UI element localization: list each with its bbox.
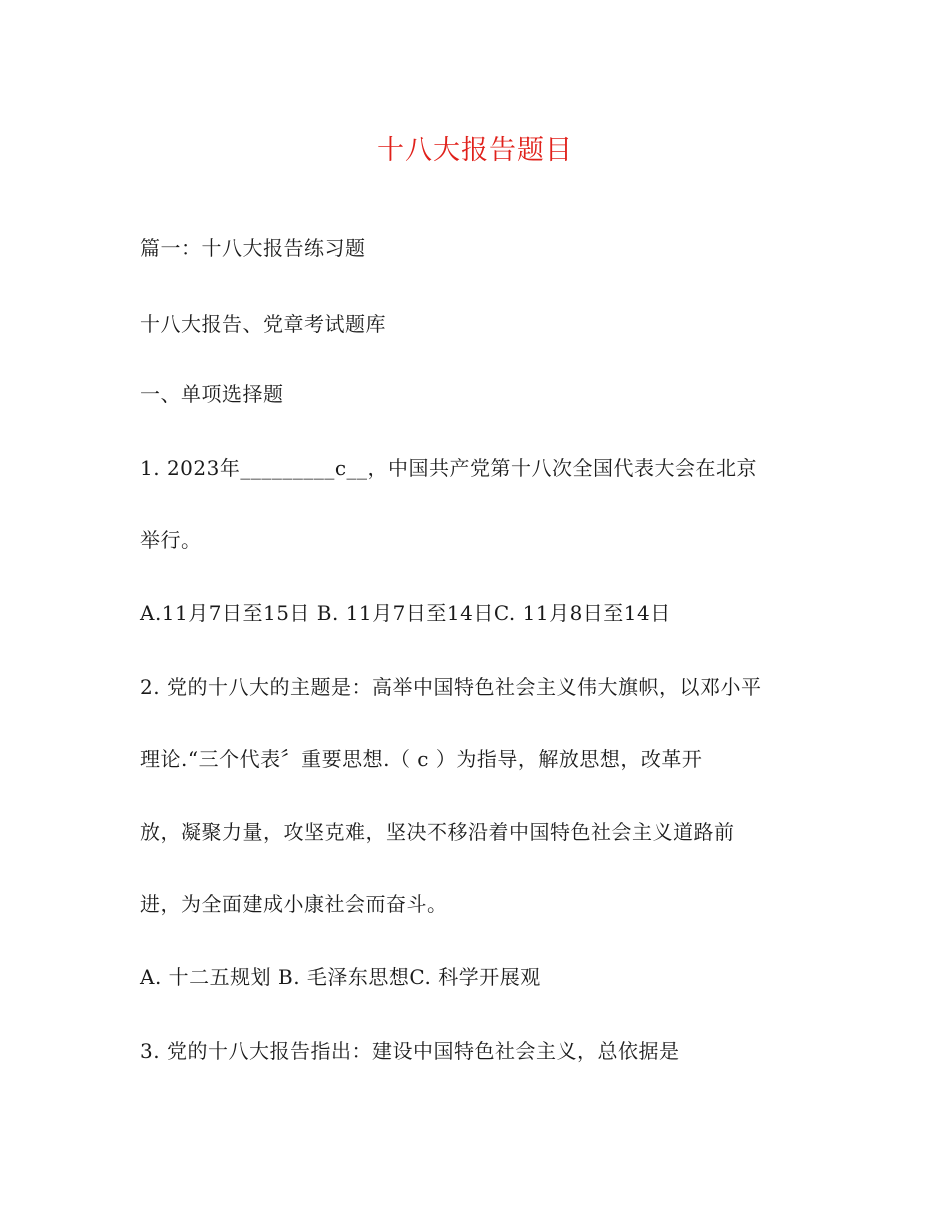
- question-2-text-cont: 进，为全面建成小康社会而奋斗。: [140, 892, 448, 916]
- question-2-options: A. 十二五规划 B. 毛泽东思想C. 科学开展观: [140, 965, 541, 989]
- question-type-heading: 一、单项选择题: [140, 382, 284, 406]
- page-title: 十八大报告题目: [377, 135, 573, 166]
- section-heading: 篇一：十八大报告练习题: [140, 236, 366, 260]
- subheading: 十八大报告、党章考试题库: [140, 312, 386, 336]
- question-1-options: A.11月7日至15日 B. 11月7日至14日C. 11月8日至14日: [140, 601, 671, 625]
- question-1-text: 1. 2023年_________c__，中国共产党第十八次全国代表大会在北京: [140, 456, 758, 480]
- question-1-text-cont: 举行。: [140, 528, 202, 552]
- question-2-text: 2. 党的十八大的主题是：高举中国特色社会主义伟大旗帜，以邓小平: [140, 675, 762, 699]
- question-2-text-cont: 放，凝聚力量，攻坚克难，坚决不移沿着中国特色社会主义道路前: [140, 820, 735, 844]
- question-2-text-cont: 理论.“三个代表〞重要思想.（ c ）为指导，解放思想，改革开: [140, 747, 703, 771]
- question-3-text: 3. 党的十八大报告指出：建设中国特色社会主义，总依据是: [140, 1039, 680, 1063]
